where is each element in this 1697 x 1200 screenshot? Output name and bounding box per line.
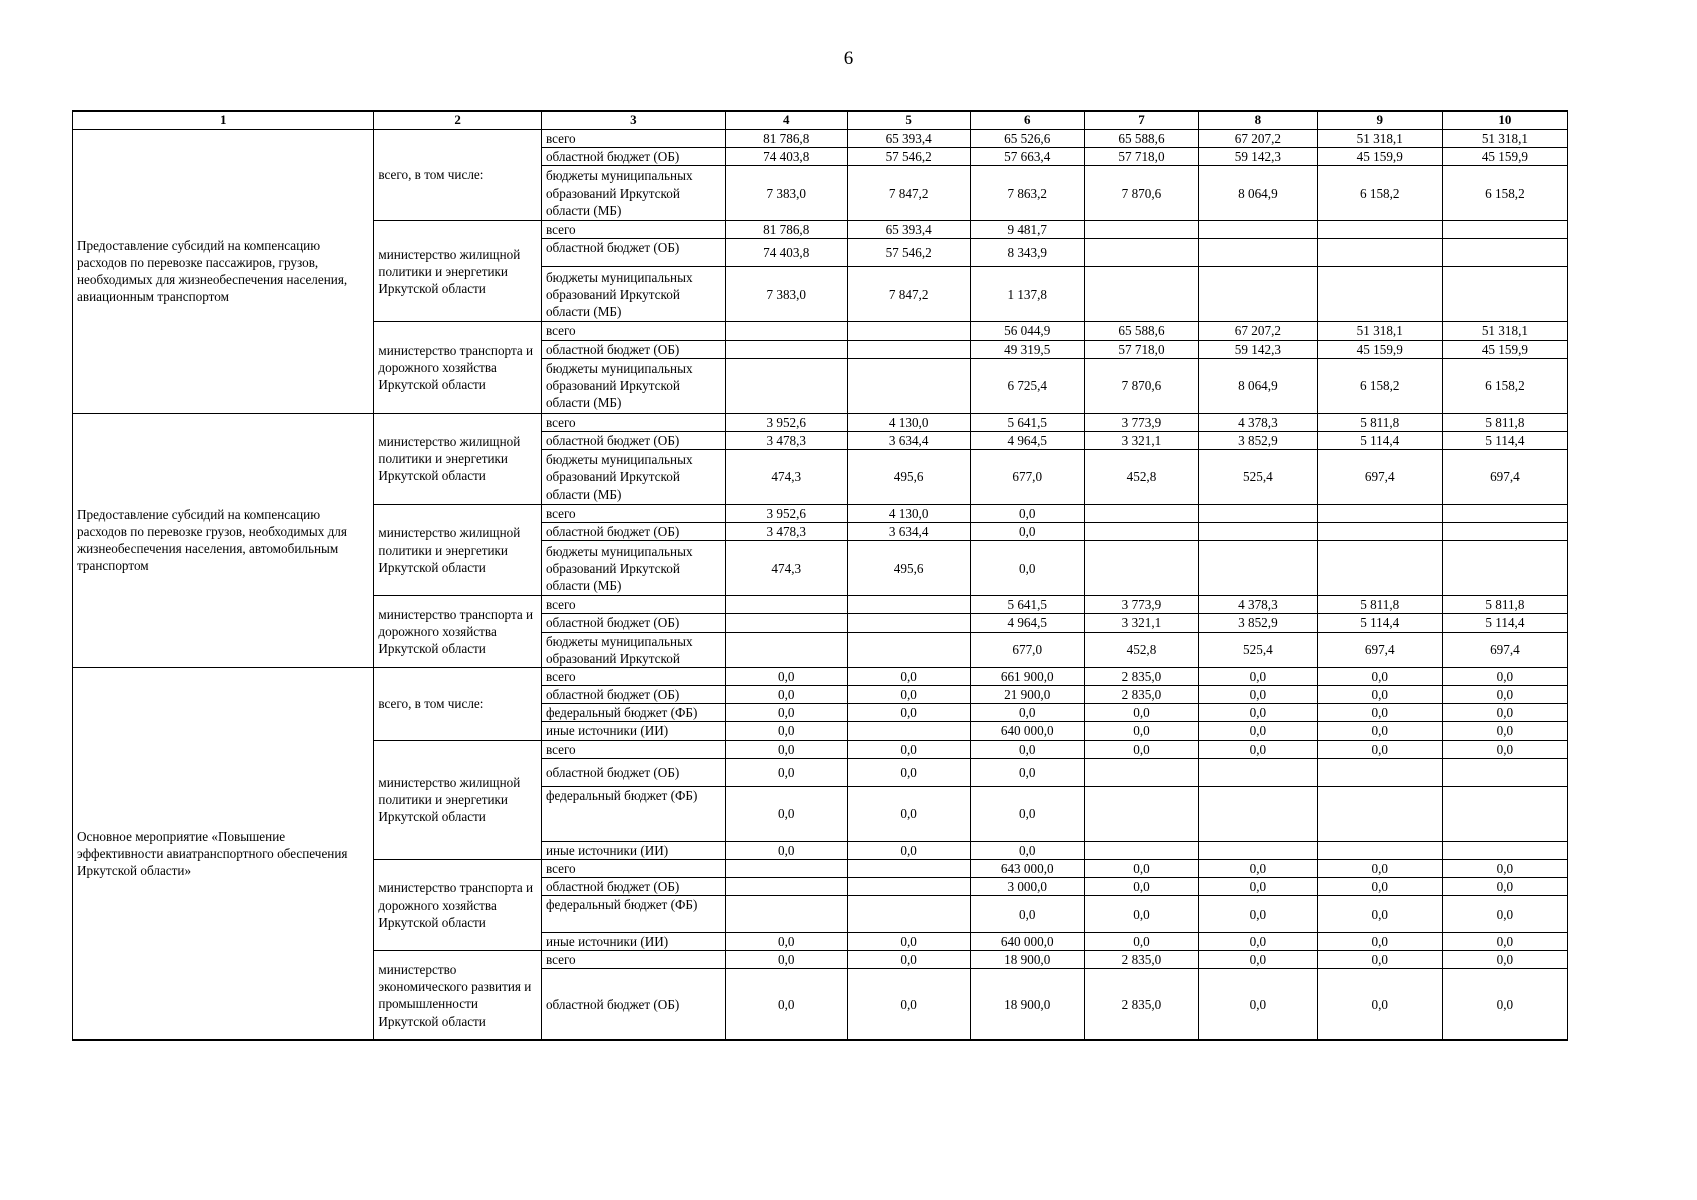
source-cell: областной бюджет (ОБ) [541, 878, 725, 896]
value-cell [1317, 841, 1442, 859]
value-cell: 0,0 [847, 951, 970, 969]
value-cell: 3 321,1 [1084, 431, 1198, 449]
value-cell: 0,0 [1084, 878, 1198, 896]
value-cell: 0,0 [847, 686, 970, 704]
value-cell: 4 964,5 [970, 614, 1084, 632]
value-cell [847, 358, 970, 413]
value-cell [1199, 504, 1318, 522]
value-cell: 7 863,2 [970, 166, 1084, 221]
value-cell: 0,0 [1442, 859, 1567, 877]
source-cell: всего [541, 504, 725, 522]
value-cell: 0,0 [1199, 686, 1318, 704]
value-cell: 4 130,0 [847, 413, 970, 431]
value-cell [847, 322, 970, 340]
value-cell: 0,0 [1442, 704, 1567, 722]
executor-cell: министерство жилищной политики и энергетики Иркутской области [374, 504, 542, 595]
value-cell: 45 159,9 [1317, 148, 1442, 166]
value-cell [1199, 239, 1318, 267]
value-cell: 697,4 [1317, 632, 1442, 667]
value-cell [847, 596, 970, 614]
value-cell [847, 878, 970, 896]
source-cell: областной бюджет (ОБ) [541, 431, 725, 449]
value-cell: 3 952,6 [725, 504, 847, 522]
executor-cell: всего, в том числе: [374, 129, 542, 220]
table-row [73, 129, 1568, 147]
source-cell: иные источники (ИИ) [541, 841, 725, 859]
source-cell: всего [541, 859, 725, 877]
source-cell: областной бюджет (ОБ) [541, 340, 725, 358]
value-cell [1442, 841, 1567, 859]
value-cell: 0,0 [1317, 740, 1442, 758]
value-cell [725, 614, 847, 632]
value-cell [1442, 758, 1567, 786]
value-cell: 74 403,8 [725, 239, 847, 267]
source-cell: всего [541, 740, 725, 758]
value-cell: 2 835,0 [1084, 686, 1198, 704]
header-row [73, 111, 1568, 129]
value-cell: 0,0 [1317, 859, 1442, 877]
value-cell: 5 811,8 [1442, 413, 1567, 431]
value-cell: 0,0 [725, 841, 847, 859]
value-cell: 3 478,3 [725, 523, 847, 541]
value-cell: 0,0 [1084, 933, 1198, 951]
value-cell: 74 403,8 [725, 148, 847, 166]
value-cell: 0,0 [1442, 896, 1567, 933]
value-cell [1317, 239, 1442, 267]
value-cell: 4 378,3 [1199, 413, 1318, 431]
value-cell: 51 318,1 [1317, 129, 1442, 147]
value-cell: 0,0 [725, 786, 847, 841]
value-cell: 0,0 [1442, 951, 1567, 969]
source-cell: всего [541, 129, 725, 147]
column-header: 7 [1084, 111, 1198, 129]
budget-table-wrapper [72, 110, 1568, 1041]
value-cell: 8 064,9 [1199, 358, 1318, 413]
value-cell [725, 859, 847, 877]
value-cell [1199, 786, 1318, 841]
value-cell: 0,0 [1199, 951, 1318, 969]
value-cell [1084, 221, 1198, 239]
value-cell [725, 322, 847, 340]
table-row [73, 413, 1568, 431]
column-header: 8 [1199, 111, 1318, 129]
value-cell: 81 786,8 [725, 129, 847, 147]
value-cell: 45 159,9 [1317, 340, 1442, 358]
value-cell: 0,0 [970, 541, 1084, 596]
value-cell: 9 481,7 [970, 221, 1084, 239]
source-cell: иные источники (ИИ) [541, 933, 725, 951]
value-cell: 0,0 [1084, 859, 1198, 877]
value-cell: 67 207,2 [1199, 129, 1318, 147]
value-cell: 7 870,6 [1084, 358, 1198, 413]
value-cell [725, 632, 847, 667]
value-cell: 0,0 [970, 740, 1084, 758]
value-cell: 0,0 [847, 704, 970, 722]
value-cell: 0,0 [1317, 933, 1442, 951]
value-cell [847, 632, 970, 667]
value-cell [725, 358, 847, 413]
value-cell [1084, 523, 1198, 541]
source-cell: областной бюджет (ОБ) [541, 239, 725, 267]
value-cell: 8 064,9 [1199, 166, 1318, 221]
value-cell: 0,0 [847, 786, 970, 841]
value-cell [725, 896, 847, 933]
value-cell: 0,0 [1199, 859, 1318, 877]
value-cell: 495,6 [847, 449, 970, 504]
value-cell: 0,0 [1317, 686, 1442, 704]
value-cell: 7 870,6 [1084, 166, 1198, 221]
value-cell [847, 896, 970, 933]
value-cell: 5 811,8 [1442, 596, 1567, 614]
value-cell: 0,0 [1442, 933, 1567, 951]
value-cell: 697,4 [1317, 449, 1442, 504]
column-header: 6 [970, 111, 1084, 129]
value-cell: 677,0 [970, 449, 1084, 504]
value-cell: 452,8 [1084, 632, 1198, 667]
column-header: 5 [847, 111, 970, 129]
value-cell: 0,0 [970, 896, 1084, 933]
value-cell: 0,0 [725, 704, 847, 722]
value-cell: 45 159,9 [1442, 340, 1567, 358]
value-cell: 2 835,0 [1084, 969, 1198, 1041]
value-cell [1317, 758, 1442, 786]
value-cell: 0,0 [847, 667, 970, 685]
column-header: 10 [1442, 111, 1567, 129]
value-cell: 4 378,3 [1199, 596, 1318, 614]
value-cell: 0,0 [1442, 878, 1567, 896]
value-cell: 0,0 [847, 969, 970, 1041]
source-cell: всего [541, 322, 725, 340]
value-cell: 7 847,2 [847, 267, 970, 322]
source-cell: бюджеты муниципальных образований Иркутской [541, 632, 725, 667]
value-cell: 65 526,6 [970, 129, 1084, 147]
value-cell: 0,0 [725, 758, 847, 786]
value-cell: 661 900,0 [970, 667, 1084, 685]
value-cell: 0,0 [970, 704, 1084, 722]
value-cell [1317, 523, 1442, 541]
value-cell: 0,0 [1199, 740, 1318, 758]
value-cell: 0,0 [725, 933, 847, 951]
value-cell: 0,0 [725, 686, 847, 704]
value-cell [725, 340, 847, 358]
value-cell: 65 588,6 [1084, 129, 1198, 147]
value-cell: 0,0 [970, 758, 1084, 786]
value-cell: 5 114,4 [1442, 431, 1567, 449]
value-cell: 7 847,2 [847, 166, 970, 221]
value-cell: 5 641,5 [970, 596, 1084, 614]
value-cell: 0,0 [1442, 740, 1567, 758]
value-cell: 5 811,8 [1317, 413, 1442, 431]
event-name-cell: Основное мероприятие «Повышение эффективности авиатранспортного обеспечения Иркутской области» [73, 667, 374, 1040]
value-cell: 0,0 [1199, 933, 1318, 951]
value-cell: 495,6 [847, 541, 970, 596]
value-cell: 0,0 [1317, 704, 1442, 722]
value-cell: 7 383,0 [725, 267, 847, 322]
value-cell: 0,0 [725, 722, 847, 740]
executor-cell: министерство жилищной политики и энергетики Иркутской области [374, 413, 542, 504]
value-cell: 0,0 [725, 951, 847, 969]
value-cell [1199, 758, 1318, 786]
source-cell: федеральный бюджет (ФБ) [541, 896, 725, 933]
value-cell: 0,0 [1442, 667, 1567, 685]
value-cell: 3 321,1 [1084, 614, 1198, 632]
source-cell: всего [541, 221, 725, 239]
value-cell: 643 000,0 [970, 859, 1084, 877]
value-cell: 5 811,8 [1317, 596, 1442, 614]
value-cell: 0,0 [1442, 686, 1567, 704]
value-cell: 474,3 [725, 541, 847, 596]
value-cell: 6 158,2 [1442, 358, 1567, 413]
event-name-cell: Предоставление субсидий на компенсацию расходов по перевозке пассажиров, грузов, необходимых для жизнеобеспечения населения, авиационным транспортом [73, 129, 374, 413]
executor-cell: министерство жилищной политики и энергетики Иркутской области [374, 740, 542, 859]
value-cell: 0,0 [1199, 878, 1318, 896]
value-cell: 59 142,3 [1199, 340, 1318, 358]
value-cell: 3 634,4 [847, 523, 970, 541]
value-cell [1084, 541, 1198, 596]
value-cell: 81 786,8 [725, 221, 847, 239]
value-cell: 0,0 [847, 758, 970, 786]
value-cell [1199, 523, 1318, 541]
executor-cell: всего, в том числе: [374, 667, 542, 740]
value-cell [1199, 541, 1318, 596]
value-cell [847, 722, 970, 740]
event-name-cell: Предоставление субсидий на компенсацию расходов по перевозке грузов, необходимых для жизнеобеспечения населения, автомобильным транспортом [73, 413, 374, 667]
value-cell: 640 000,0 [970, 722, 1084, 740]
source-cell: всего [541, 951, 725, 969]
value-cell: 697,4 [1442, 449, 1567, 504]
value-cell [1317, 541, 1442, 596]
value-cell: 59 142,3 [1199, 148, 1318, 166]
value-cell [1442, 239, 1567, 267]
value-cell [1317, 504, 1442, 522]
value-cell: 4 130,0 [847, 504, 970, 522]
value-cell: 3 000,0 [970, 878, 1084, 896]
source-cell: бюджеты муниципальных образований Иркутской области (МБ) [541, 166, 725, 221]
value-cell: 0,0 [1442, 722, 1567, 740]
value-cell [725, 878, 847, 896]
value-cell: 65 588,6 [1084, 322, 1198, 340]
value-cell: 0,0 [725, 667, 847, 685]
value-cell: 6 158,2 [1317, 358, 1442, 413]
budget-table [72, 110, 1568, 1041]
executor-cell: министерство транспорта и дорожного хозяйства Иркутской области [374, 322, 542, 413]
value-cell [1084, 758, 1198, 786]
value-cell: 8 343,9 [970, 239, 1084, 267]
value-cell: 4 964,5 [970, 431, 1084, 449]
value-cell [1199, 267, 1318, 322]
source-cell: областной бюджет (ОБ) [541, 686, 725, 704]
value-cell [1084, 786, 1198, 841]
source-cell: областной бюджет (ОБ) [541, 969, 725, 1041]
value-cell: 5 114,4 [1442, 614, 1567, 632]
column-header: 3 [541, 111, 725, 129]
value-cell: 0,0 [970, 841, 1084, 859]
value-cell: 0,0 [847, 841, 970, 859]
value-cell: 18 900,0 [970, 969, 1084, 1041]
value-cell: 0,0 [970, 786, 1084, 841]
value-cell [847, 340, 970, 358]
value-cell: 0,0 [1317, 951, 1442, 969]
value-cell [1442, 267, 1567, 322]
source-cell: всего [541, 596, 725, 614]
executor-cell: министерство жилищной политики и энергетики Иркутской области [374, 221, 542, 322]
value-cell [1442, 541, 1567, 596]
value-cell: 6 725,4 [970, 358, 1084, 413]
value-cell: 18 900,0 [970, 951, 1084, 969]
value-cell [725, 596, 847, 614]
value-cell: 0,0 [1317, 878, 1442, 896]
value-cell: 57 718,0 [1084, 148, 1198, 166]
value-cell: 452,8 [1084, 449, 1198, 504]
value-cell: 6 158,2 [1442, 166, 1567, 221]
table-row [73, 667, 1568, 685]
value-cell: 0,0 [1442, 969, 1567, 1041]
value-cell: 1 137,8 [970, 267, 1084, 322]
value-cell [1199, 221, 1318, 239]
value-cell: 57 663,4 [970, 148, 1084, 166]
source-cell: областной бюджет (ОБ) [541, 148, 725, 166]
value-cell: 0,0 [725, 969, 847, 1041]
value-cell: 45 159,9 [1442, 148, 1567, 166]
source-cell: бюджеты муниципальных образований Иркутской области (МБ) [541, 358, 725, 413]
value-cell [1442, 786, 1567, 841]
source-cell: бюджеты муниципальных образований Иркутской области (МБ) [541, 541, 725, 596]
value-cell: 0,0 [1084, 722, 1198, 740]
source-cell: областной бюджет (ОБ) [541, 523, 725, 541]
value-cell [847, 614, 970, 632]
column-header: 2 [374, 111, 542, 129]
value-cell: 51 318,1 [1442, 129, 1567, 147]
value-cell: 0,0 [847, 933, 970, 951]
value-cell [1442, 504, 1567, 522]
value-cell: 640 000,0 [970, 933, 1084, 951]
value-cell: 677,0 [970, 632, 1084, 667]
value-cell: 0,0 [1199, 896, 1318, 933]
value-cell: 0,0 [1317, 667, 1442, 685]
value-cell: 2 835,0 [1084, 951, 1198, 969]
value-cell: 2 835,0 [1084, 667, 1198, 685]
value-cell: 6 158,2 [1317, 166, 1442, 221]
value-cell: 474,3 [725, 449, 847, 504]
value-cell [1084, 504, 1198, 522]
value-cell: 697,4 [1442, 632, 1567, 667]
value-cell: 3 773,9 [1084, 413, 1198, 431]
executor-cell: министерство экономического развития и промышленности Иркутской области [374, 951, 542, 1041]
page-number: 6 [843, 48, 854, 69]
value-cell: 0,0 [847, 740, 970, 758]
value-cell: 0,0 [1199, 969, 1318, 1041]
value-cell: 0,0 [1199, 704, 1318, 722]
value-cell: 56 044,9 [970, 322, 1084, 340]
source-cell: федеральный бюджет (ФБ) [541, 786, 725, 841]
value-cell: 0,0 [725, 740, 847, 758]
value-cell: 7 383,0 [725, 166, 847, 221]
source-cell: областной бюджет (ОБ) [541, 758, 725, 786]
value-cell [1317, 267, 1442, 322]
value-cell: 57 718,0 [1084, 340, 1198, 358]
value-cell: 5 114,4 [1317, 614, 1442, 632]
value-cell: 0,0 [1084, 704, 1198, 722]
value-cell: 0,0 [1199, 667, 1318, 685]
source-cell: бюджеты муниципальных образований Иркутской области (МБ) [541, 449, 725, 504]
value-cell [1084, 841, 1198, 859]
value-cell: 525,4 [1199, 449, 1318, 504]
value-cell: 3 852,9 [1199, 431, 1318, 449]
value-cell [1084, 239, 1198, 267]
value-cell: 0,0 [1317, 969, 1442, 1041]
column-header: 1 [73, 111, 374, 129]
value-cell: 0,0 [970, 504, 1084, 522]
value-cell: 3 478,3 [725, 431, 847, 449]
value-cell: 49 319,5 [970, 340, 1084, 358]
value-cell: 3 634,4 [847, 431, 970, 449]
value-cell [1317, 221, 1442, 239]
source-cell: всего [541, 667, 725, 685]
value-cell [847, 859, 970, 877]
value-cell: 5 641,5 [970, 413, 1084, 431]
value-cell: 0,0 [1084, 740, 1198, 758]
source-cell: федеральный бюджет (ФБ) [541, 704, 725, 722]
value-cell: 0,0 [1199, 722, 1318, 740]
value-cell: 0,0 [970, 523, 1084, 541]
value-cell: 0,0 [1084, 896, 1198, 933]
source-cell: иные источники (ИИ) [541, 722, 725, 740]
value-cell [1084, 267, 1198, 322]
value-cell: 57 546,2 [847, 148, 970, 166]
value-cell: 51 318,1 [1442, 322, 1567, 340]
value-cell: 3 852,9 [1199, 614, 1318, 632]
value-cell: 65 393,4 [847, 221, 970, 239]
value-cell [1199, 841, 1318, 859]
value-cell: 51 318,1 [1317, 322, 1442, 340]
column-header: 4 [725, 111, 847, 129]
value-cell [1317, 786, 1442, 841]
value-cell: 0,0 [1317, 896, 1442, 933]
value-cell: 3 773,9 [1084, 596, 1198, 614]
column-header: 9 [1317, 111, 1442, 129]
executor-cell: министерство транспорта и дорожного хозяйства Иркутской области [374, 859, 542, 950]
value-cell: 21 900,0 [970, 686, 1084, 704]
value-cell [1442, 523, 1567, 541]
value-cell: 67 207,2 [1199, 322, 1318, 340]
value-cell: 65 393,4 [847, 129, 970, 147]
source-cell: всего [541, 413, 725, 431]
value-cell: 3 952,6 [725, 413, 847, 431]
source-cell: областной бюджет (ОБ) [541, 614, 725, 632]
value-cell: 5 114,4 [1317, 431, 1442, 449]
value-cell [1442, 221, 1567, 239]
executor-cell: министерство транспорта и дорожного хозяйства Иркутской области [374, 596, 542, 668]
value-cell: 57 546,2 [847, 239, 970, 267]
source-cell: бюджеты муниципальных образований Иркутской области (МБ) [541, 267, 725, 322]
value-cell: 525,4 [1199, 632, 1318, 667]
value-cell: 0,0 [1317, 722, 1442, 740]
